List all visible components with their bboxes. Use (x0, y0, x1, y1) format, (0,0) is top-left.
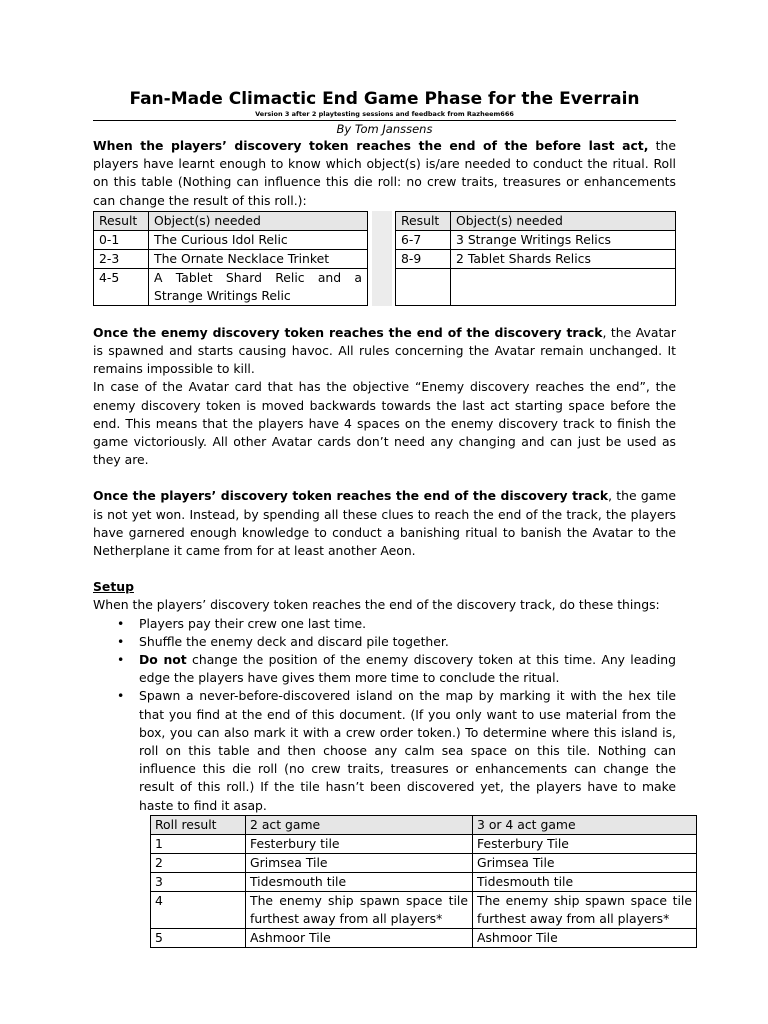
table-header-row (151, 815, 697, 834)
table-cell: 0-1 (94, 230, 149, 249)
setup-intro: When the players’ discovery token reaches the end of the discovery track, do these things: (93, 597, 660, 613)
table-cell: Tidesmouth tile (473, 872, 697, 891)
table-row (396, 249, 676, 268)
setup-heading: Setup (93, 579, 134, 595)
do-not-bold: Do not (139, 652, 187, 668)
intro-text: the players have learnt enough to know which object(s) is/are needed to conduct the ritual. Roll on this table (Nothing can influence this die roll: no crew traits, treasures or enhancements can change the result of this roll.): (93, 138, 676, 208)
author-line: By Tom Janssens (336, 122, 433, 136)
players-text: , the game is not yet won. Instead, by spending all these clues to reach the end of the track, the players have garnered enough knowledge to conduct a banishing ritual to banish the Avatar to the Netherplane it came from for at least another Aeon. (93, 488, 676, 559)
table-cell: Ashmoor Tile (473, 928, 697, 947)
table-cell: Ashmoor Tile (246, 928, 473, 947)
avatar-paragraph: In case of the Avatar card that has the objective “Enemy discovery reaches the end”, the enemy discovery token is moved backwards towards the last act starting space before the end. This means that the players have 4 spaces on the enemy discovery track to finish the game victoriously. All other Avatar cards don’t need any changing and can just be used as they are. (93, 379, 676, 468)
table-row (396, 230, 676, 249)
table-separator (372, 211, 392, 306)
table-row (151, 834, 697, 853)
table-cell: The enemy ship spawn space tile furthest away from all players* (473, 891, 697, 928)
enemy-paragraph (93, 324, 676, 379)
objects-table-right (395, 211, 676, 306)
intro-bold: When the players’ discovery token reaches the end of the before last act, (93, 138, 649, 153)
list-item (139, 651, 676, 687)
table-row (151, 872, 697, 891)
table-row (94, 249, 368, 268)
table-cell: 1 (151, 834, 246, 853)
list-item: • Players pay their crew one last time. (139, 615, 676, 633)
table-cell: 6-7 (396, 230, 451, 249)
table-header-cell: Object(s) needed (149, 211, 368, 230)
table-header-cell: Object(s) needed (451, 211, 676, 230)
table-row (94, 268, 368, 305)
objects-table-left (93, 211, 368, 306)
objects-tables (93, 211, 676, 306)
table-cell: 5 (151, 928, 246, 947)
table-cell: The Ornate Necklace Trinket (149, 249, 368, 268)
title-rule (93, 120, 676, 121)
table-cell (451, 268, 676, 305)
table-header-cell: Roll result (151, 815, 246, 834)
list-item-text: change the position of the enemy discovery token at this time. Any leading edge the players have gives them more time to conclude the ritual. (139, 652, 676, 686)
table-cell: Festerbury tile (246, 834, 473, 853)
document-title: Fan-Made Climactic End Game Phase for the Everrain (129, 89, 640, 109)
table-row (94, 230, 368, 249)
table-cell: Festerbury Tile (473, 834, 697, 853)
tile-table (150, 815, 697, 948)
table-header-cell: Result (94, 211, 149, 230)
table-row (151, 928, 697, 947)
table-cell: 4 (151, 891, 246, 928)
list-item: • Spawn a never-before-discovered island on the map by marking it with the hex tile that you find at the end of this document. (If you only want to use material from the box, you can also mark it with a crew order token.) To determine where this island is, roll on this table and then choose any calm sea space on this tile. Nothing can influence this die roll (no crew traits, treasures or enhancements can change the result of this roll.) If the tile hasn’t been discovered yet, the players have to make haste to find it asap. (139, 687, 676, 814)
table-cell: Tidesmouth tile (246, 872, 473, 891)
setup-list (93, 615, 676, 815)
enemy-bold: Once the enemy discovery token reaches the end of the discovery track (93, 324, 603, 340)
table-header-row (94, 211, 368, 230)
players-bold: Once the players’ discovery token reaches the end of the discovery track (93, 488, 609, 504)
spacer (93, 560, 676, 578)
table-header-cell: Result (396, 211, 451, 230)
table-cell: 3 (151, 872, 246, 891)
document-page (93, 88, 692, 948)
table-cell: 2-3 (94, 249, 149, 268)
table-cell: 2 (151, 853, 246, 872)
players-paragraph (93, 487, 676, 560)
table-cell: The Curious Idol Relic (149, 230, 368, 249)
table-cell: A Tablet Shard Relic and a Strange Writings Relic (149, 268, 368, 305)
table-row (396, 268, 676, 305)
table-cell: 3 Strange Writings Relics (451, 230, 676, 249)
intro-paragraph (93, 137, 676, 210)
table-cell: 8-9 (396, 249, 451, 268)
table-cell: Grimsea Tile (246, 853, 473, 872)
table-row (151, 853, 697, 872)
table-header-cell: 2 act game (246, 815, 473, 834)
table-cell: The enemy ship spawn space tile furthest away from all players* (246, 891, 473, 928)
table-cell: 4-5 (94, 268, 149, 305)
spacer (93, 469, 676, 487)
table-header-cell: 3 or 4 act game (473, 815, 697, 834)
spacer (93, 306, 676, 324)
table-cell: Grimsea Tile (473, 853, 697, 872)
list-item: • Shuffle the enemy deck and discard pile together. (139, 633, 676, 651)
enemy-text: , the Avatar is spawned and starts causing havoc. All rules concerning the Avatar remain unchanged. It remains impossible to kill. (93, 324, 676, 377)
table-cell: 2 Tablet Shards Relics (451, 249, 676, 268)
document-subtitle: Version 3 after 2 playtesting sessions and feedback from Razheem666 (255, 110, 514, 118)
table-cell (396, 268, 451, 305)
table-row (151, 891, 697, 928)
table-header-row (396, 211, 676, 230)
